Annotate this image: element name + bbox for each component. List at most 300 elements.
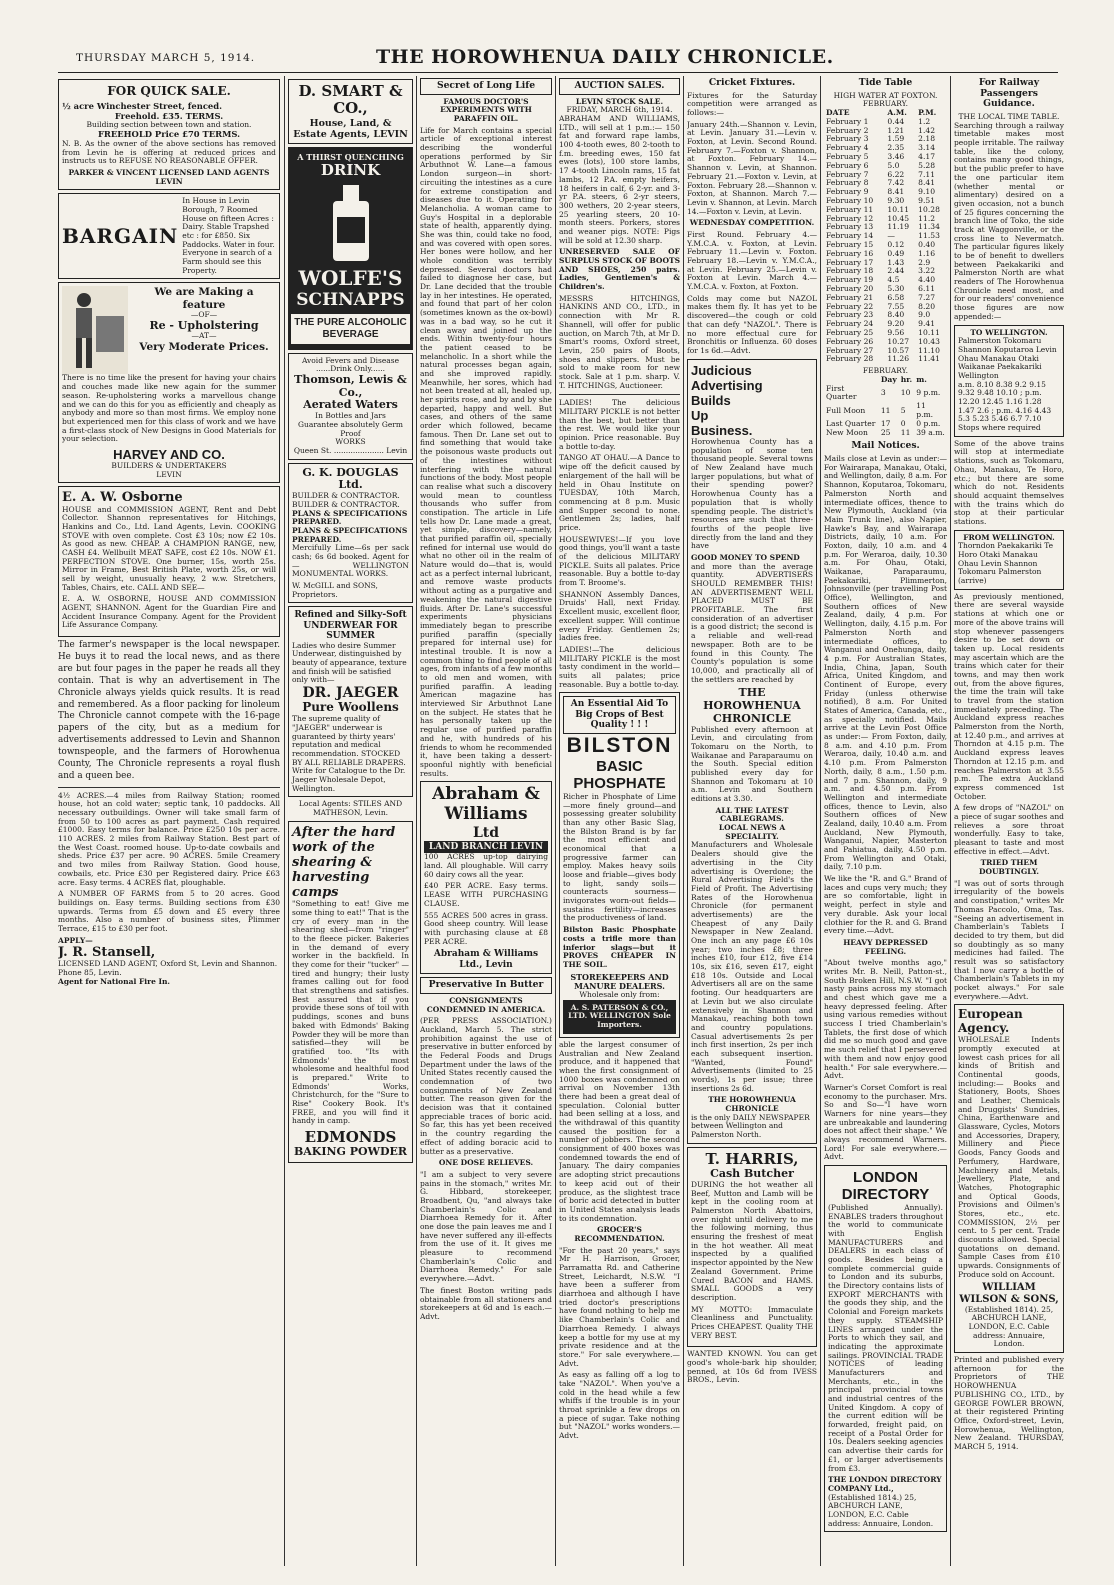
- ad-text: is the only DAILY NEWSPAPER between Wellington and Palmerston North.: [691, 1112, 810, 1140]
- ad-text: (Published Annually). ENABLES traders throughout the world to communicate with English MANUFACTURERS and DEALERS in each class of goods. Besides being a complete commercial guide to London and its suburbs, the Directory contains lists of EXPORT MERCHANTS with the goods they ship, and the Colonial and Foreign markets they supply. STEAMSHIP LINES arranged under the Ports to which they sail, and indicating the approximate sailings. PROVINCIAL TRADE NOTICES of leading Manufacturers and Merchants, etc., in the principal provincial towns and industrial centres of the United Kingdom. A copy of the current edition will be forwarded, freight paid, on receipt of a Postal Order for 10s. Dealers seeking agencies can advertise their cards for £1, or larger advertisements from £3.: [828, 1202, 943, 1473]
- tide-cell: 2.35: [887, 143, 905, 153]
- ad-heading: Thomson, Lewis & Co.,: [294, 372, 407, 399]
- moon-cell: 9 p.m.: [916, 388, 941, 398]
- to-wellington-table: [954, 325, 1064, 437]
- ad-text: HOUSE and COMMISSION AGENT, Rent and Debt Collector. Shannon representatives for Hitchings, Hankins and Co., Ltd. Land Agents, Levin. COOKING STOVE with oven complete. Cost £3 10s; now £2 10s. As good as new. CHEAP. A CHAMPION RANGE, new, CASH £4. Wellbuilt MEAT SAFE, cost £2 10s. NOW £1. PERFECTION STOVE. One burner, 15s, worth 25s. Mirror in Frame, Best British Plate, worth 25s, or will sell by weight, unusually heavy, 2 w.w. Stretchers, Tables, Chairs, etc. CALL AND SEE—: [62, 504, 276, 592]
- printer-imprint: Printed and published every afternoon for the Proprietors of THE HOROWHENUA PUBLISHING CO., LTD., by GEORGE FOWLER BROWN, at their registered Printing Office, Oxford-street, Levin, Horowhenua, Wellington, New Zealand. THURSDAY, MARCH 5, 1914.: [954, 1355, 1064, 1451]
- tide-cell: 9.41: [918, 319, 936, 329]
- ad-text: ½ acre Winchester Street, fenced.: [62, 100, 223, 111]
- moon-cell: 5: [900, 405, 906, 415]
- article-body: The finest Boston writing pads obtainable from all stationers and storekeepers at 6d and 1s each.—Advt.: [420, 1285, 552, 1321]
- ad-text: GOOD MONEY TO SPEND: [691, 552, 800, 562]
- tide-cell: February 18: [826, 266, 874, 276]
- smart-ad: [288, 79, 413, 144]
- column-rule: [820, 76, 821, 1566]
- ad-text: (Established 1814). 25, ABCHURCH LANE, LONDON, E.C. Cable address: Annuaire, London.: [964, 1304, 1054, 1349]
- ad-text: Ladies who desire Summer Underwear, distinguished by beauty of appearance, texture and finish will be satisfied only with—: [292, 640, 407, 685]
- tide-cell: 11.19: [887, 222, 910, 232]
- tide-cell: —: [887, 231, 895, 241]
- moon-cell: 25: [880, 427, 891, 437]
- article-heading: TRIED THEM DOUBTINGLY.: [978, 858, 1040, 877]
- edmonds-ad: [288, 821, 413, 1163]
- tide-cell: February 12: [826, 213, 874, 223]
- tide-cell: February 3: [826, 134, 869, 144]
- ad-text: The supreme quality of "JAEGER" underwear is guaranteed by thirty years' reputation and medical recommendation. STOCKED BY ALL RELIABLE DRAPERS. Write for Catalogue to the Dr. Jaeger Wholesale Depot, Wellington.: [292, 714, 406, 793]
- ad-heading: Pure Woollens: [302, 700, 399, 715]
- tide-cell: 11.26: [887, 354, 910, 364]
- ad-heading: We are Making a feature: [154, 286, 254, 311]
- tide-row: [824, 355, 947, 364]
- tide-cell: 11.2: [918, 213, 936, 223]
- column-rule: [950, 76, 951, 1566]
- ad-heading: Judicious: [691, 362, 752, 378]
- tide-cell: February 1: [826, 116, 869, 126]
- ad-heading: LONDON: [853, 1169, 918, 1187]
- ad-text: 555 ACRES 500 acres in grass. Good sheep country. Will lease with purchasing clause at £8 PER ACRE.: [424, 910, 548, 946]
- ad-company: HARVEY AND CO.: [113, 446, 225, 462]
- moon-cell: Last Quarter: [826, 418, 876, 428]
- moon-row: [824, 402, 947, 420]
- ad-text: Agent for National Fire In.: [58, 976, 171, 986]
- ad-heading: WILLIAM WILSON & SONS,: [959, 1282, 1059, 1306]
- tide-cell: 9.30: [887, 196, 905, 206]
- ad-heading: LEVIN STOCK SALE.: [575, 96, 664, 106]
- ad-heading: DRINK: [320, 161, 381, 180]
- station-list: Palmerston Tokomaru Shannon Koputaroa Levin Ohau Manakau Otaki Waikanae Paekakariki Wellington: [958, 336, 1057, 380]
- tide-cell: February 21: [826, 292, 874, 302]
- tide-cell: 7.27: [918, 292, 936, 302]
- section-heading: AUCTION SALES.: [559, 78, 680, 95]
- ad-heading: BARGAIN: [62, 223, 179, 248]
- classified: WANTED KNOWN. You can get good's whole-bark hip shoulder, penned, at 10s 6d from IVESS BROS., Levin.: [687, 1349, 817, 1385]
- mail-notices: Mails close at Levin as under:— For Wairarapa, Manakau, Otaki, and Wellington, daily, 8 a.m. For Shannon, Koputaroa, Tokomaru, Palmerston North and intermediate offices, thence to New Plymouth, Auckland (via Main Trunk line), also Napier, Hawke's Bay, and Wairarapa Districts, daily, 10 a.m. For Foxton, daily, 10 a.m. and 4 p.m. For Weraroa, daily, 10.30 a.m. For Ohau, Otaki, Waikanae, Paraparaumu, Paekakariki, Plimmerton, Johnsonville (per travelling Post Office), Wellington, and Southern offices of New Zealand, daily, 4 p.m. For Wellington, daily, 4.15 p.m. For Palmerston North and intermediate offices, to Wanganui and Onehunga, daily, 4 p.m. For Australian States, India, China, Japan, South Africa, United Kingdom, and Continent of Europe, every Friday (unless otherwise notified), 8 a.m. For United States of America, Canada, etc., as specially notified. Mails arrive at the Levin Post Office as under:— From Foxton, daily, 8 a.m. and 4.10 p.m. From Weraroa, daily, 10.40 a.m. and 4.10 p.m. From Palmerston North, daily, 8 a.m., 1.50 p.m. and 7 p.m. Shannon, daily, 9 a.m. and 4.50 p.m. From Wellington and intermediate offices, thence to Levin, also Southern offices of New Zealand, daily, 10.40 a.m. From Auckland, New Plymouth, Wanganui, Napier, Masterton and Pahiatua, daily, 4.50 p.m. From Wellington and Otaki, daily, 7.10 p.m.: [824, 454, 947, 872]
- ad-text: Building section between town and station.: [86, 120, 252, 130]
- article-body: "For the past 20 years," says Mr H. Harrison, Grocer, Parramatta Rd. and Catherine Street, Leichardt, N.S.W. "I have been a sufferer from diarrhoea and although I have tried doctor's prescriptions have found nothing to help me like Chamberlain's Colic and Diarrhoea Remedy. I always keep a bottle for my use at my private residence and at the store." For sale everywhere.—Advt.: [559, 1245, 680, 1368]
- train-times: a.m. 8.10 8.38 9.2 9.15 9.32 9.48 10.10 ; p.m. 12.20 12.45 1.16 1.28 1.47 2.6 ; p.m. 4.16 4.43 5.3 5.23 5.46 6.7 7.10: [958, 379, 1052, 424]
- tide-cell: 1.2: [918, 116, 931, 126]
- ad-text: House, Land, & Estate Agents, LEVIN: [293, 117, 408, 140]
- ad-heading: SCHNAPPS: [296, 289, 405, 310]
- masthead: [58, 38, 1058, 73]
- table-subheading: TO WELLINGTON.: [970, 327, 1048, 337]
- ad-text: BUILDER & CONTRACTOR.: [292, 499, 400, 509]
- ad-text: Abraham & Williams Ltd., Levin: [433, 949, 539, 970]
- tide-cell: February 10: [826, 196, 874, 206]
- station-list: Thorndon Paekakariki Te Horo Otaki Manakau Ohau Levin Shannon Tokomaru Palmerston (arrive): [958, 541, 1054, 586]
- ad-text: In House in Levin Borough, 7 Roomed House on fifteen Acres : Dairy. Stable Trapshed etc : for £850. Six Paddocks. Water in four. Everyone in search of a Farm should see this Property.: [182, 196, 275, 275]
- ad-text: There is no time like the present for having your chairs and couches made like new again for the summer season. Re-upholstering works a marvellous change and we can do this for you as efficiently and cheaply as anybody and more so than most firms. We employ none but experienced men for this class of work and we have a first-class stock of New Designs in Good Materials for your selection.: [62, 373, 276, 444]
- table-subheading: THE LOCAL TIME TABLE.: [958, 112, 1060, 122]
- tide-cell: February 23: [826, 310, 874, 320]
- column-rule: [416, 76, 417, 1566]
- section-heading: Cricket Fixtures.: [708, 77, 796, 88]
- tide-cell: 5.30: [887, 283, 905, 293]
- article-body: As previously mentioned, there are several wayside stations at which one or more of the above trains will stop whenever passengers desire to be set down or taken up. Local residents may ascertain which are the trains which cater for their towns, and may then work out, from the above figures, the time the train will take to travel from the station immediately preceding. The Auckland express reaches Palmerston from the North, at 12.40 p.m., and arrives at Thorndon at 4.15 p.m. The Auckland express leaves Thorndon at 12.15 p.m. and reaches Palmerston at 3.55 p.m. The extra Auckland express commenced 1st October.: [954, 591, 1064, 801]
- section-heading: Mail Notices.: [851, 440, 920, 452]
- tide-header-cell: DATE: [826, 108, 850, 118]
- ad-heading: DIRECTORY: [841, 1186, 930, 1204]
- ad-text: WORKS: [335, 437, 366, 447]
- ad-text: LAND BRANCH LEVIN: [424, 841, 548, 853]
- tide-cell: 9.10: [918, 187, 936, 197]
- tide-cell: February 20: [826, 283, 874, 293]
- ad-text: Manufacturers and Wholesale Dealers should give the advertising in the City advertising is Overdone; the Rural Advertising Field's the Field of Profit. The Advertising Rates of the Horowhenua Chronicle (for permanent advertisements) are the Cheapest of any Daily Newspaper in New Zealand. One inch an any page £6 10s year; two inches £8; three inches £10, four £12, five £14 10s, six £16, seven £17, eight £18 10s. Outside and Local Advertisers all are on the same footing. Our headquarters are at Levin but we also circulate extensively in Shannon and Manakau, reaching both town and country populations. Casual advertisements 2s per inch first insertion, 2s per inch each subsequent insertion. "Wanted, Found" Advertisements (limited to 25 words), 1s per issue; three insertions 2s 6d.: [691, 840, 813, 1093]
- ad-text: DURING the hot weather all Beef, Mutton and Lamb will be kept in the cooling room at Palmerston North Abattoirs, over night until delivery to me the following morning, thus ensuring the freshest of meat in the hot weather. All meat inspected by a qualified inspector appointed by the New Zealand Government. Prime Cured BACON and HAMS. SMALL GOODS a very description.: [691, 1179, 813, 1302]
- moon-cell: 0: [900, 418, 906, 428]
- moon-cell: 11: [900, 427, 911, 437]
- ad-heading: Ltd: [472, 824, 500, 841]
- article-body: Warner's Corset Comfort is real economy to the purchaser. Mrs. So and So—"I have worn Warners for nine years—they are unbreakable and laundering does not affect their shape." We always recommend Warners. Lord! For sale everywhere.—Advt.: [824, 1082, 947, 1162]
- ad-text: THE LONDON DIRECTORY COMPANY Ltd.,: [828, 1475, 942, 1493]
- article-heading: Secret of Long Life: [420, 78, 552, 95]
- tide-cell: 7.11: [918, 169, 936, 179]
- land-listings: 4½ ACRES.—4 miles from Railway Station; roomed house, hot an cold water; septic tank, 10 paddocks. All necessary outbuildings. Owner will take small farm of from 50 to 100 acres as part payment. Cash required £1000. Easy terms for balance. Price £250 10s per acre. 110 ACRES. 2 miles from Railway Station. Best part of the West Coast. roomed house. Up-to-date cowbails and sheds. Price £37 per acre. 90 ACRES. 5mile Creamery and two miles from Railway Station. Good house, cowbails, etc. Price £30 per Registered dairy. Price £63 acre. Easy terms. 4 ACRES flat, ploughable.: [58, 790, 280, 887]
- ad-text: PLANS & SPECIFICATIONS PREPARED.: [292, 525, 408, 544]
- tide-cell: 0.40: [918, 240, 936, 249]
- ad-text: —OF—: [190, 309, 218, 319]
- classified: HOUSEWIVES!—If you love good things, you'll want a taste of the delicious MILITARY PICKLE. Suits all palates. Price reasonable. Buy a bottle to-day from T. Broome's.: [559, 534, 680, 588]
- ad-heading: Aerated Waters: [303, 398, 398, 412]
- ad-text: Local Agents: STILES AND MATHESON, Levin.: [298, 799, 403, 818]
- tide-cell: 4.17: [918, 152, 936, 162]
- ad-heading: EDMONDS: [304, 1128, 397, 1147]
- ad-text: "Something to eat! Give me some thing to eat!" That is the cry of every man in the shearing shed—from "ringer" to the fleece picker. Bakeries in the demand of every worker in the backfield. In they come for their "tucker" —tired and hungry; their lusty frames calling out for food that strengthens and satisfies. Best assured that if you provide these sons of toil with puddings, scones and buns baked with Edmonds' Baking Powder they will be more than satisfied—they will be gratified too. "Its with Edmonds' the most wholesome and healthful food is prepared." Write to Edmonds' Works, Christchurch, for the "Sure to Rise" Cookery Book. It's FREE, and you will find it handy in camp.: [292, 899, 409, 1126]
- ad-heading: G. K. DOUGLAS Ltd.: [302, 465, 399, 492]
- tide-cell: 0.49: [887, 248, 905, 258]
- ad-text: and more than the average quantity. ADVERTISERS SHOULD REMEMBER THIS! AN ADVERTISEMENT WELL PLACED MUST BE PROFITABLE. The first consideration of an advertiser is a good district; the second is a reliable and well-read newspaper. Both are to be found in this County. The County's population is some 10,000, and practically all of the settlers are reached by: [691, 561, 813, 684]
- ad-heading: Very Moderate Prices.: [139, 340, 269, 353]
- refined-underwear-ad: [288, 606, 413, 797]
- tide-cell: February 7: [826, 169, 869, 179]
- tide-cell: 10.28: [918, 204, 940, 214]
- article-body: "I am a subject to very severe pains in the stomach," writes Mr. G. Hibbard, storekeeper, Broadbent, Qu, "and always take Chamberlain's Colic and Diarrhoea Remedy for it. After one dose the pain leaves me and I have never suffered any ill-effects from the use of it. It gives me pleasure to recommend Chamberlain's Colic and Diarrhoea Remedy." For sale everywhere.—Advt.: [420, 1169, 552, 1284]
- ad-heading: FOR QUICK SALE.: [107, 84, 231, 98]
- ad-heading: T. HARRIS,: [705, 1149, 799, 1168]
- ad-heading: BILSTON: [566, 733, 673, 757]
- moon-header-cell: Day: [880, 374, 897, 384]
- ad-text: FRIDAY, MARCH 6th, 1914.: [566, 105, 673, 115]
- tide-cell: 6.22: [887, 169, 905, 179]
- ad-text: N. B. As the owner of the above sections has removed from Levin he is offering at reduced prices and instructs us to REFUSE NO REASONABLE OFFER.: [62, 138, 276, 166]
- ad-text: W. McGILL and SONS, Proprietors.: [292, 581, 378, 599]
- moon-cell: Full Moon: [826, 405, 866, 415]
- classified: LADIES!—The delicious MILITARY PICKLE is the most tasty condiment in the world—suits all palates; price reasonable. Buy a bottle to-day.: [559, 644, 680, 689]
- ad-text: E. A. W. OSBORNE, HOUSE AND COMMISSION AGENT, SHANNON. Agent for the Guardian Fire and Accident Insurance Company. Agent for the Provident Life Assurance Company.: [62, 594, 276, 630]
- column-5: [687, 76, 817, 1566]
- tide-cell: February 25: [826, 327, 874, 337]
- tide-cell: 9.56: [887, 327, 905, 337]
- table-subheading: FROM WELLINGTON.: [963, 532, 1055, 542]
- tide-cell: 10.45: [887, 213, 910, 223]
- ad-heading: E. A. W. Osborne: [62, 490, 183, 506]
- article-body: "I was out of sorts through irregularity of the bowels and constipation," writes Mr Thomas Paccolo, Oma, Tas. "Seeing an advertisement in Chamberlain's Tablets I decided to try them, but did so doubtingly as so many medicines had failed. The result was so satisfactory that I now carry a bottle of Chamberlain's Tablets in my pocket always." For sale everywhere.—Advt.: [954, 878, 1064, 1001]
- ad-text: WHOLESALE Indents promptly executed at lowest cash prices for all kinds of British and Continental goods, including:— Books and Stationery, Boots, Shoes and Leather, Chemicals and Druggists' Sundries, China, Earthenware and Glassware, Cycles, Motors and Accessories, Drapery, Millinery and Piece Goods, Fancy Goods and Perfumery, Hardware, Machinery and Metals, Jewellery, Plate, and Watches, Photographic and Optical Goods, Provisions and Oilmen's Stores, etc., etc. COMMISSION, 2½ per cent. to 5 per cent. Trade discounts allowed. Special quotations on demand. Sample Cases from £10 upwards. Consignments of Produce sold on Account.: [958, 1035, 1060, 1279]
- article-body: A few drops of "NAZOL" on a piece of sugar soothes and relieves a sore throat wonderfully. Easy to take, pleasant to taste and most effective in effect.—Advt.: [954, 803, 1064, 856]
- column-6: [824, 76, 947, 1566]
- article-body: Some of the above trains will stop at intermediate stations, such as Tokomaru, Ohau, Manakau, Te Horo, etc.; but there are some which do not. Residents should acquaint themselves with the trains which do stop at their particular stations.: [954, 438, 1064, 526]
- tide-header-cell: P.M.: [918, 108, 937, 118]
- section-heading: Tide Table: [858, 77, 913, 88]
- tide-cell: 10.57: [887, 345, 910, 355]
- moon-cell: 39 a.m.: [916, 427, 945, 437]
- tide-cell: 0.12: [887, 240, 905, 249]
- tide-cell: 7.42: [887, 178, 905, 188]
- divider: [559, 394, 680, 395]
- tide-cell: 10.27: [887, 336, 910, 346]
- article-body: able the largest consumer of Australian and New Zealand produce, and it happened that when the first consignment of 1000 boxes was condemned on arrival on November 13th there had been a great deal of speculation. Colonial butter had been selling at a loss, and the withdrawal of this quantity caused the position for a number of jobbers. The second consignment of 400 boxes was condemned towards the end of January. The dairy companies are adopting strict precautions to keep acid out of their produce, as the slightest trace of boric acid detected in butter in United States analysis leads to its condemnation.: [559, 1039, 680, 1223]
- tide-cell: February 22: [826, 301, 874, 311]
- tide-cell: 2.18: [918, 134, 936, 144]
- tide-cell: 1.16: [918, 248, 936, 258]
- ad-heading: THE HOROWHENUA CHRONICLE: [703, 686, 801, 725]
- ad-text: ALL THE LATEST CABLEGRAMS.: [715, 805, 789, 824]
- table-subheading: FEBRUARY.: [862, 366, 909, 376]
- tide-cell: 10.11: [887, 204, 910, 214]
- column-rule: [683, 76, 684, 1566]
- cricket-fixtures: First Round. February 4.—Y.M.C.A. v. Foxton, at Levin. February 11.—Levin v. Foxton. February 18.—Levin v. Y.M.C.A., at Levin. February 25.—Levin v. Foxton at Levin. March 4.—Y.M.C.A. v. Foxton, at Foxton.: [687, 229, 817, 292]
- tide-cell: 5.28: [918, 160, 936, 170]
- ad-text: STOREKEEPERS AND MANURE DEALERS.: [570, 971, 669, 991]
- moon-phase-table: [824, 376, 947, 438]
- auction-listing: ABRAHAM AND WILLIAMS, LTD., will sell at 1 p.m.:— 150 fat and forward rape lambs, 100 4-tooth ewes, 80 2-tooth to f.m. breeding ewes, 150 fat ewes (lots), 100 store lambs, 17 4-tooth Lincoln rams, 15 fat lambs, 12 P.A. empty heifers, 18 heifers in calf, 6 2-yr. and 3-yr P.A. steers, 6 2-yr steers, 300 wethers, 20 2-year steers, 25 yearling steers, 20 10-month steers. Porkers, stores and weaner pigs. NOTE: Pigs will be sold at 12.30 sharp.: [559, 114, 680, 245]
- section-heading: For Railway Passengers Guidance.: [978, 77, 1040, 110]
- tide-header-cell: A.M.: [887, 108, 907, 118]
- article-heading: HEAVY DEPRESSED FEELING.: [843, 937, 928, 956]
- tide-cell: February 8: [826, 178, 869, 188]
- ad-text: LEVIN: [156, 469, 182, 479]
- article-heading: ONE DOSE RELIEVES.: [438, 1158, 534, 1168]
- ad-text: ......Drink Only......: [316, 364, 385, 374]
- moon-header-cell: hr.: [900, 374, 913, 384]
- tide-cell: 10.11: [918, 327, 940, 337]
- column-2-footer: [288, 1515, 413, 1555]
- ad-heading: Advertising: [691, 377, 763, 393]
- thomson-ad: [288, 353, 413, 460]
- ad-agent: PARKER & VINCENT LICENSED LAND AGENTS LEVIN: [68, 167, 270, 186]
- tide-cell: February 4: [826, 143, 869, 153]
- ad-heading: WOLFE'S: [298, 266, 403, 291]
- article-body: Fixtures for the Saturday competition were arranged as follows:—: [687, 90, 817, 118]
- tide-cell: February 26: [826, 336, 874, 346]
- ad-text: A THIRST QUENCHING: [297, 151, 404, 162]
- ad-heading: Up: [691, 407, 709, 423]
- article-subheading: CONSIGNMENTS CONDEMNED IN AMERICA.: [426, 995, 546, 1014]
- tide-cell: 6.58: [887, 292, 905, 302]
- ad-heading: BASIC PHOSPHATE: [573, 758, 666, 793]
- abraham-williams-ad: [420, 781, 552, 974]
- tide-cell: February 27: [826, 345, 874, 355]
- ad-heading: Refined and Silky-Soft UNDERWEAR FOR SUMMER: [294, 610, 407, 642]
- ad-heading: Cash Butcher: [710, 1167, 794, 1181]
- tide-cell: 11.34: [918, 222, 940, 232]
- bottle-icon: [321, 183, 381, 263]
- divider: [58, 787, 280, 788]
- tide-cell: February 17: [826, 257, 874, 267]
- column-7: [954, 76, 1064, 1566]
- ad-text: APPLY—: [58, 935, 93, 945]
- moon-cell: 3: [880, 388, 886, 398]
- bargain-ad: [58, 193, 280, 279]
- tide-cell: February 14: [826, 231, 874, 241]
- tide-cell: 1.59: [887, 134, 905, 144]
- moon-cell: 0 p.m.: [916, 418, 941, 428]
- moon-header-cell: m.: [916, 374, 927, 384]
- article-body: Colds may come but NAZOL makes them fly. It has yet to be discovered—the cough or cold that can defy "NAZOL". There is no more effectual cure for Bronchitis or Influenza. 60 doses for 1s 6d.—Advt.: [687, 293, 817, 355]
- tide-cell: February 11: [826, 204, 874, 214]
- farmers-newspaper-notice: The farmer's newspaper is the local newspaper. He buys it to read the local news, and as there are but four pages in the paper he reads all they contain. That is why an advertisement in The Chronicle always yields quick results. It is read and remembered. As a floor packing for linoleum The Chronicle cannot compete with the 16-page papers of the city, but as a medium for advertisements addressed to Levin and Shannon townspeople, and the farmers of Horowhenua County, The Chronicle represents a royal flush and a queen bee.: [58, 640, 280, 781]
- tide-cell: 1.21: [887, 125, 905, 135]
- ad-text: Horowhenua County has a population of some ten thousand people. Several towns of New Zealand have much larger populations, but what of their spending power? Horowhenua County has a population that is wholly spending people. The district's resources are such that three-fourths of the people live directly from the land and they have: [691, 437, 813, 551]
- tide-cell: February 2: [826, 125, 869, 135]
- tide-cell: 6.11: [918, 283, 936, 293]
- harris-ad: [687, 1147, 817, 1348]
- ad-heading: THE HOROWHENUA CHRONICLE: [708, 1095, 796, 1114]
- auction-listing: UNRESERVED SALE OF SURPLUS STOCK OF BOOTS AND SHOES, 250 pairs. Ladies, Gentlemen's & Children's.: [559, 247, 680, 292]
- bilston-ad: [559, 692, 680, 1037]
- farm-listings: A NUMBER OF FARMS from 5 to 20 acres. Good buildings on. Easy terms. Building sections from £30 upwards. Terms from £5 down and £5 every three months. Also a number of business sites, Plimmer Terrace, £15 to £30 per foot.: [58, 889, 280, 933]
- article-heading: WEDNESDAY COMPETITION.: [689, 218, 815, 228]
- ad-heading: DR. JAEGER: [302, 685, 399, 702]
- tide-cell: 7.55: [887, 301, 905, 311]
- ad-text: A. S. PATERSON & CO., LTD. WELLINGTON Sole Importers.: [563, 1000, 676, 1034]
- from-wellington-table: [954, 530, 1064, 590]
- tide-cell: February 9: [826, 187, 869, 197]
- tide-cell: 11.41: [918, 354, 940, 364]
- moon-cell: First Quarter: [826, 383, 857, 402]
- moon-row: [824, 429, 947, 438]
- column-4: [559, 76, 680, 1566]
- cricket-fixtures: January 24th.—Shannon v. Levin, at Levin. January 31.—Levin v. Foxton, at Levin. Second Round. February 7.—Foxton v. Shannon, at Foxton. February 14.—Shannon v. Levin, at Shannon. February 21.—Foxton v. Levin, at Foxton. February 28.—Shannon v. Foxton, at Shannon. March 7.—Levin v. Shannon, at Levin. March 14.—Foxton v. Levin, at Levin.: [687, 119, 817, 216]
- tide-cell: 8.40: [887, 310, 905, 320]
- judicious-ad: [687, 359, 817, 1144]
- tide-cell: 2.9: [918, 257, 931, 267]
- quick-sale-ad: [58, 79, 280, 190]
- tide-cell: 9.20: [887, 319, 905, 329]
- article-body: As easy as falling off a log to take "NAZOL". When you've a cold in the head while a few whiffs if the trouble is in your throat sprinkle a few drops on a piece of sugar. Take nothing but "NAZOL" works wonders.—Advt.: [559, 1370, 680, 1441]
- ad-heading: D. SMART & CO.,: [298, 82, 403, 118]
- newspaper-title: THE HOROWHENUA DAILY CHRONICLE.: [376, 46, 834, 68]
- tide-cell: February 6: [826, 160, 869, 170]
- ad-text: £40 PER ACRE. Easy terms. LEASE WITH PURCHASING CLAUSE.: [424, 881, 548, 908]
- tide-cell: 1.42: [918, 125, 936, 135]
- tide-cell: February 19: [826, 275, 874, 285]
- tide-cell: 9.51: [918, 196, 936, 206]
- ad-text: MY MOTTO: Immaculate Cleanliness and Punctuality. Prices CHEAPEST. Quality THE VERY BEST.: [691, 1304, 813, 1340]
- table-subheading: HIGH WATER AT FOXTON.: [833, 90, 938, 100]
- ad-heading: Williams: [444, 804, 528, 825]
- issue-date: THURSDAY MARCH 5, 1914.: [76, 52, 256, 64]
- tide-cell: 10.43: [918, 336, 940, 346]
- column-2: [288, 76, 413, 1566]
- moon-cell: 11 p.m.: [916, 401, 934, 420]
- ad-text: LICENSED LAND AGENT, Oxford St, Levin and Shannon. Phone 85, Levin.: [58, 959, 278, 978]
- ad-heading: Business.: [691, 422, 753, 438]
- article-body: We like the "R. and G." Brand of laces and cups very much; they are so comfortable, light in weight, perfect in style and very durable. Ask your local clothier for the R. and G. Brand every time.—Advt.: [824, 874, 947, 936]
- ad-text: Mercifully Lime—6s per sack cash; 6s 6d booked. Agent for— WELLINGTON MONUMENTAL WORKS.: [292, 543, 409, 579]
- table-note: Stops where required: [958, 423, 1041, 433]
- moon-cell: 11: [880, 405, 891, 415]
- ad-heading: Builds: [691, 392, 731, 408]
- tide-cell: 5.0: [887, 160, 900, 170]
- tide-cell: February 24: [826, 319, 874, 329]
- ad-text: 100 ACRES up-top dairying land. All ploughable. Will carry 60 dairy cows all the year.: [424, 852, 548, 879]
- classified: TANGO AT OHAU.—A Dance to wipe off the deficit caused by enlargement of the hall will be held in Ohau Institute on TUESDAY, 10th March, commencing at 8 p.m. Music and Supper second to none. Gentlemen 2s; ladies, half price.: [559, 453, 680, 532]
- tide-cell: 3.14: [918, 143, 936, 153]
- column-1: [58, 76, 280, 1566]
- tide-cell: 8.41: [918, 178, 936, 188]
- tide-cell: 11.53: [918, 231, 940, 241]
- moon-cell: 10: [900, 388, 911, 398]
- tide-cell: February 13: [826, 222, 874, 232]
- osborne-ad: [58, 486, 280, 637]
- tide-cell: 4.40: [918, 275, 936, 285]
- article-body: (PER PRESS ASSOCIATION.) Auckland, March 5. The strict prohibition against the use of preservative in butter enforced by the Federal Foods and Drugs Department under the laws of the United States recently caused the condemnation of two consignments of New Zealand butter. The reason given for the decision was that it contained appreciable traces of boric acid. So far, this has yet been received in the country regarding the effect of adding boracic acid to butter as a preservative.: [420, 1016, 552, 1156]
- ad-heading: European Agency.: [958, 1007, 1023, 1036]
- ad-text: BUILDER & CONTRACTOR.: [292, 491, 400, 501]
- article-body: Searching through a railway timetable makes most people irritable. The railway table, like the colony, contains many good things, but the public prefer to have the one particular item (whether mental or alimentary) desired on a given occasion, not a bunch of 25 figures concerning the branch line of Toko, the side track at Waggonville, or the cross line to Nevermatch. The particular figures likely to be of benefit to dwellers between Paekakariki and Palmerston North are what readers of The Horowhenua Chronicle need most, and for our readers' convenience those figures are now appended:—: [954, 120, 1064, 321]
- table-subheading: FEBRUARY.: [862, 99, 909, 109]
- ad-text: Queen St. ..................... Levin: [293, 445, 408, 455]
- tide-cell: 11.10: [918, 345, 940, 355]
- ad-text: Published every afternoon at Levin, and circulating from Tokomaru on the North, to Waikanae and Paraparaumu on the South. Special edition published every day for Shannon and Tokomaru at 10 a.m. Levin and Southern editions at 3.30.: [691, 724, 813, 803]
- article-heading: GROCER'S RECOMMENDATION.: [574, 1225, 665, 1243]
- moon-cell: 17: [880, 418, 891, 428]
- european-agency-ad: [954, 1004, 1064, 1353]
- tide-cell: 8.20: [918, 301, 936, 311]
- ad-text: An Essential Aid To Big Crops of Best Quality ! ! !: [563, 696, 676, 733]
- ad-heading: Abraham &: [432, 784, 540, 805]
- ad-text: Wholesale only from:: [579, 990, 660, 1000]
- column-3: [420, 76, 552, 1566]
- ad-text: Avoid Fevers and Disease: [301, 355, 400, 365]
- ad-heading: After the hard work of the shearing & harvesting camps: [292, 824, 396, 901]
- moon-cell: New Moon: [826, 427, 868, 437]
- tide-cell: 3.22: [918, 266, 936, 276]
- upholstering-ad: [58, 282, 280, 483]
- moon-row: [824, 385, 947, 403]
- ad-text: FREEHOLD Price £70 TERMS.: [97, 129, 241, 140]
- douglas-ad: [288, 463, 413, 604]
- wolfes-ad: [288, 147, 413, 350]
- column-rule: [555, 76, 556, 1566]
- tide-cell: February 16: [826, 248, 874, 258]
- ad-text: THE PURE ALCOHOLIC BEVERAGE: [291, 314, 410, 343]
- classified: SHANNON Assembly Dances, Druids' Hall, next Friday. Excellent music, excellent floor, excellent supper. Will continue every Friday. Gentlemen 2s; ladies free.: [559, 589, 680, 643]
- ad-price: Freehold. £35. TERMS.: [114, 110, 224, 121]
- tide-cell: February 15: [826, 240, 874, 249]
- ad-text: LOCAL NEWS A SPECIALITY.: [718, 823, 786, 841]
- article-heading: Preservative In Butter: [420, 977, 552, 994]
- ad-text: In Bottles and Jars: [315, 411, 386, 421]
- tide-cell: 0.44: [887, 116, 905, 126]
- article-body: Life for March contains a special article of exceptional interest describing the wonderful operations performed by Sir Arbuthnot W. Lane—a famous London surgeon—in short-circuiting the intestines as a cure for extreme constipation and diseases due to it. Operating for Melancholia. A woman came to Guy's Hospital in a deplorable state of health, apparently dying. She was thin, could take no food, and was covered with open sores. Her bones were hollow, and her whole condition was terribly depressed. Several doctors had failed to diagnose her case, but Dr. Lane decided that the trouble lay in her intestines. He operated, and found that part of her colon (sometimes known as the ox-bowl) was in a bad way, so he cut it clean away and joined up the ends. Within twenty-four hours the patient ceased to be melancholic. In a short while the natural processes began again, and she improved rapidly. Meanwhile, her sores, which had not been treated at all, healed up, her spirits rose, and by and by she departed, happy and well. But cases, and others of the same order which followed, became famous. Then Dr. Lane set out to find something that would take the poisonous waste products out of the intestines without interfering with the natural functions of the body. Most people can realise what such a discovery would mean to countless thousands who suffer from constipation. The article in Life tells how Dr. Lane made a great, yet simple, discovery—namely, that purified paraffin oil, specially refined for internal use would do what no other oil in the realm of Nature would do—that is, would act as a perfect internal lubricant, and remove waste products without acting as a purgative and weakening the natural digestive fluids. After Dr. Lane's successful experiments physicians immediately began to prescribe purified paraffin (specially prepared for internal use) for intestinal trouble. It is now a common thing to find people of all ages, from infants of a few months to old men and women, with purified paraffin. A leading American magazine has interviewed Sir Arbuthnot Lane on the subject. He states that he has personally taken up the regular use of purified paraffin and he, with hundreds of his friends to whom he recommended it, have been taking a dessert-spoonful nightly with beneficial results.: [420, 125, 552, 778]
- london-directory-ad: [824, 1165, 947, 1532]
- tide-cell: 2.44: [887, 266, 905, 276]
- classified: LADIES! The delicious MILITARY PICKLE is not better than the best, but better than the rest. We would like your opinion. Price reasonable. Buy a bottle to-day.: [559, 398, 680, 451]
- tide-cell: February 5: [826, 152, 869, 162]
- tide-cell: 9.0: [918, 310, 931, 320]
- ad-text: (Established 1814.) 25, ABCHURCH LANE, LONDON, E.C. Cable address: Annuaire, London.: [828, 1492, 934, 1528]
- tide-cell: 3.46: [887, 152, 905, 162]
- column-rule: [284, 76, 285, 1566]
- tide-cell: February 28: [826, 354, 874, 364]
- ad-text: BUILDERS & UNDERTAKERS: [111, 461, 227, 471]
- ad-text: PLANS & SPECIFICATIONS PREPARED.: [292, 508, 408, 527]
- ad-text: —AT—: [191, 331, 217, 341]
- ad-text: Guarantee absolutely Germ Proof: [298, 419, 403, 438]
- tide-cell: 8.41: [887, 187, 905, 197]
- auction-listing: MESSRS HITCHINGS, HANKINS AND CO., LTD., in connection with Mr R. Shannell, will offer for public auction, on March 7th, at Mr D. Smart's rooms, Oxford street, Levin, 250 pairs of Boots, shoes and slippers. Must be sold to make room for new stock. Sale at 1 p.m. sharp. V. T. HITCHINGS, Auctioneer.: [559, 293, 680, 390]
